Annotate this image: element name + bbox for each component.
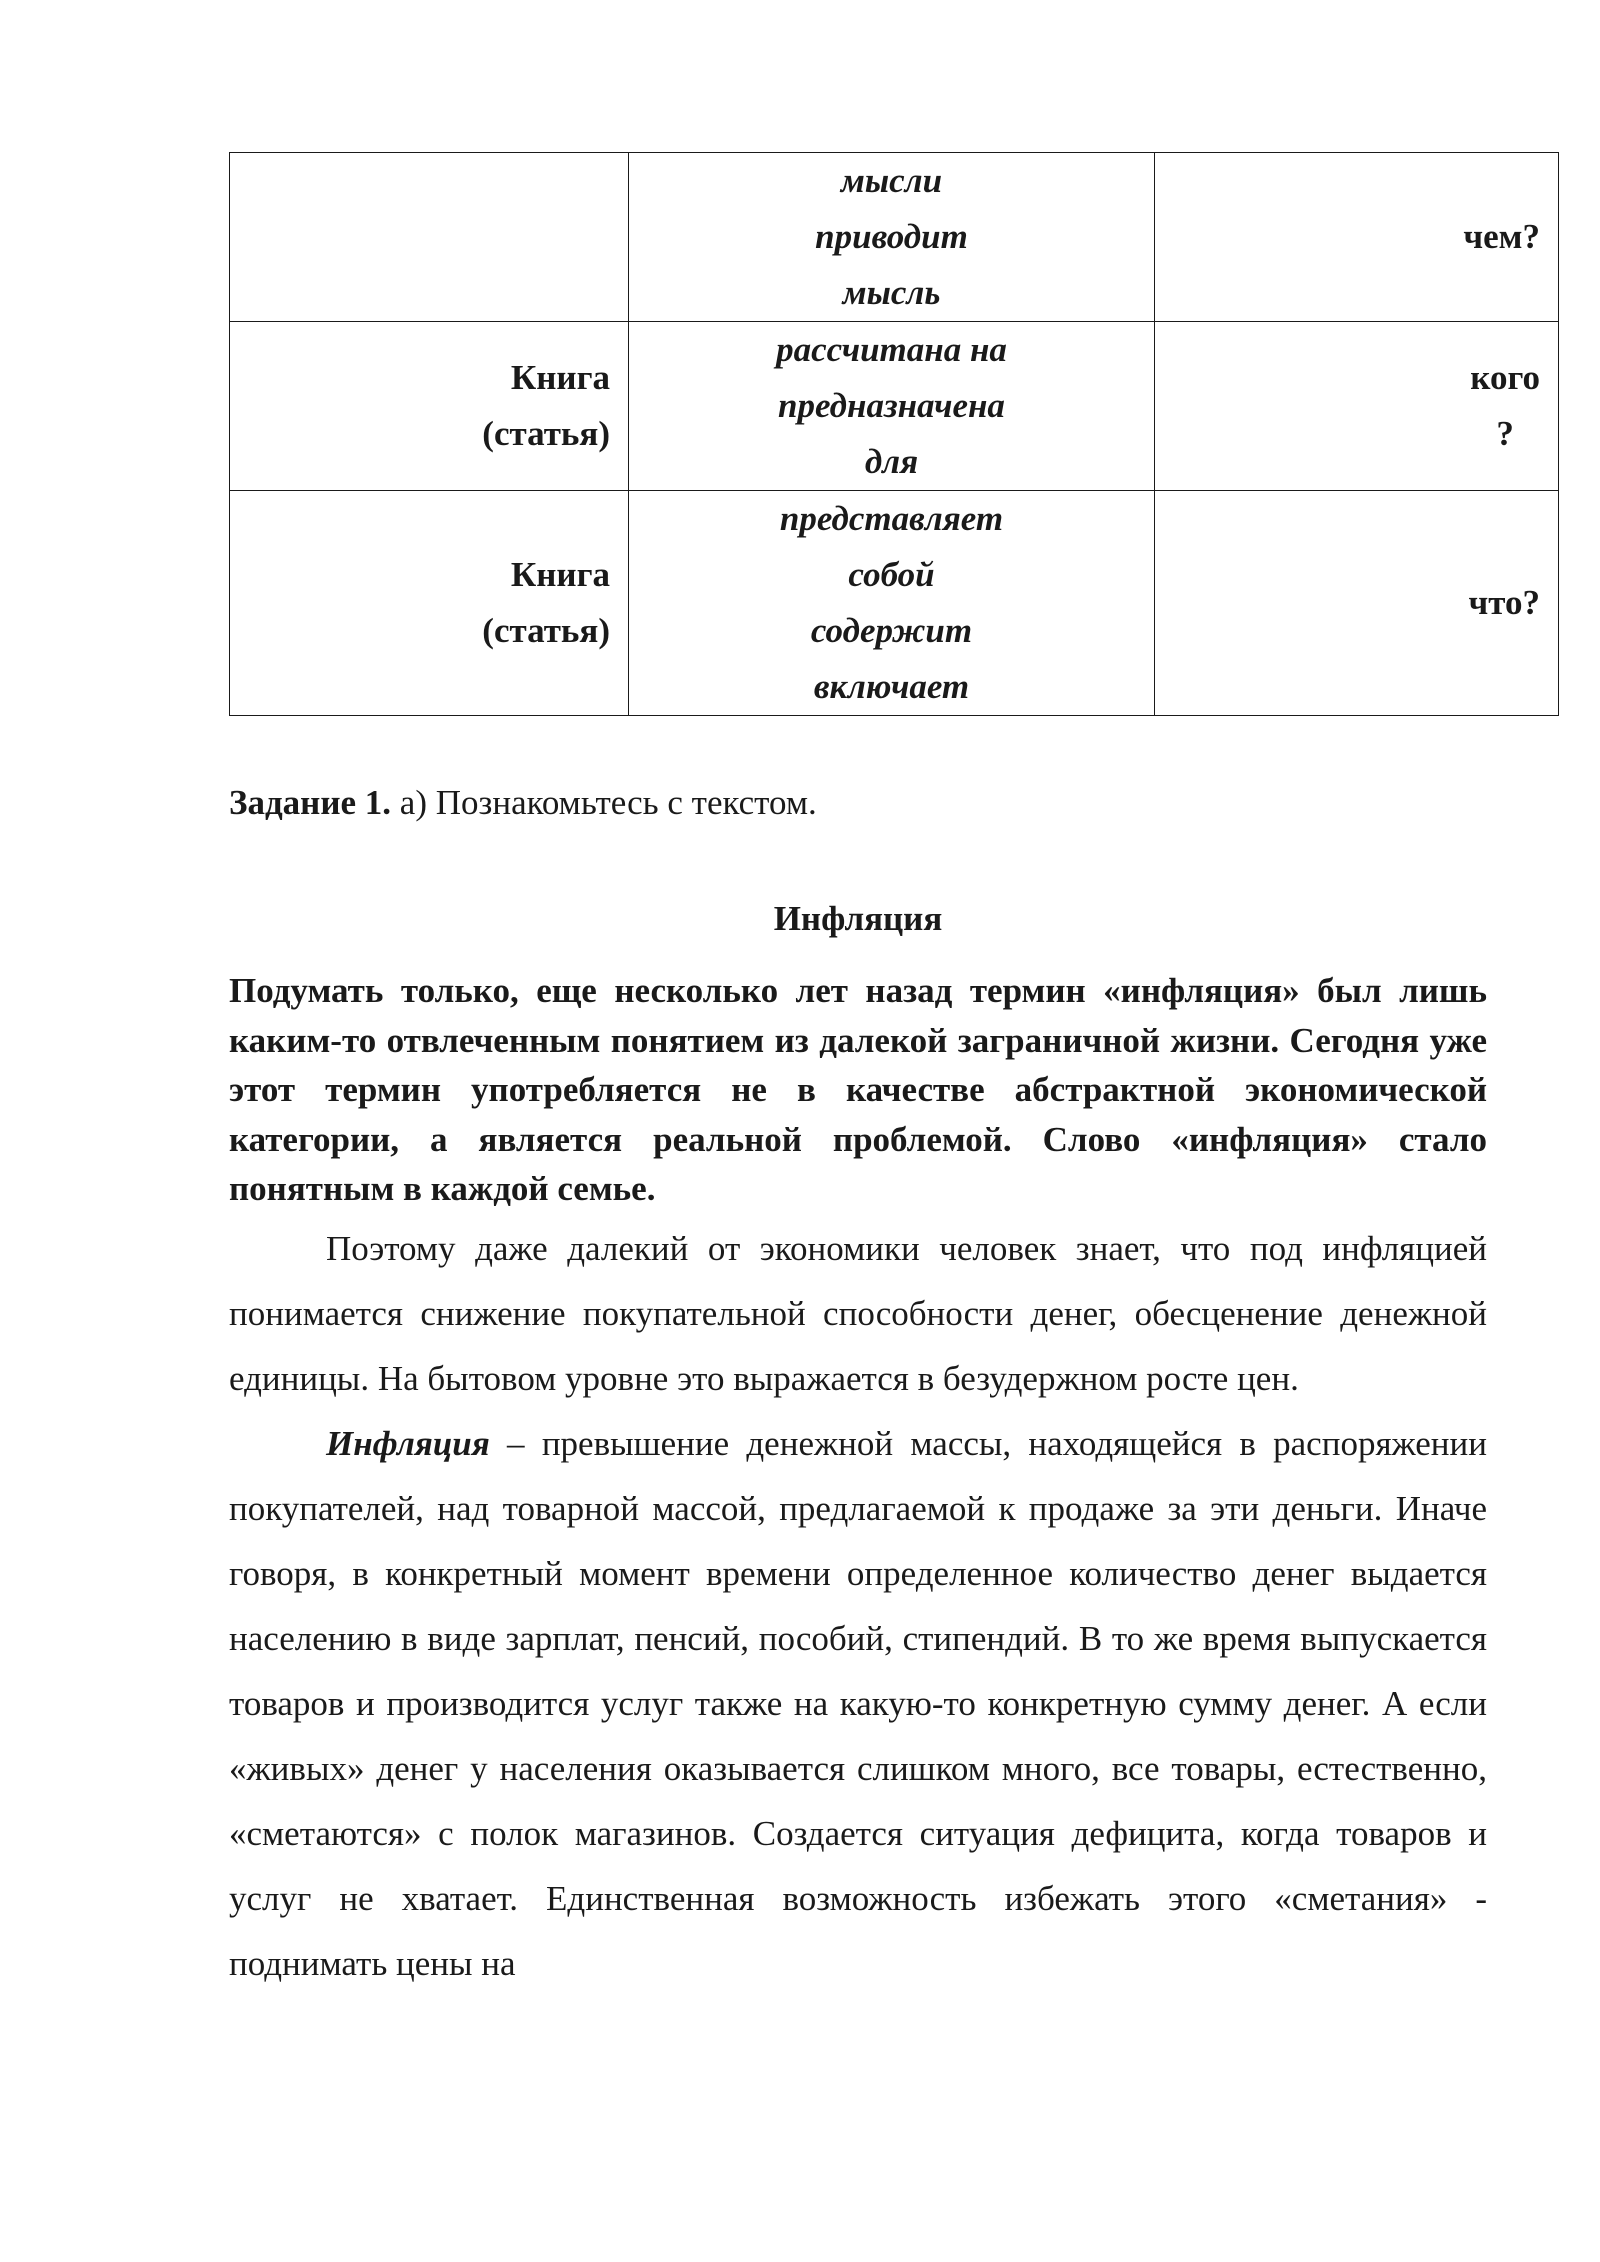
question-mark: ? bbox=[1496, 414, 1514, 453]
question-word: чем? bbox=[1463, 217, 1540, 256]
task-heading bbox=[229, 780, 1487, 826]
subject-cell bbox=[230, 491, 629, 716]
subject-word: Книга bbox=[510, 358, 610, 397]
verb-phrase: рассчитана на bbox=[776, 330, 1007, 369]
verb-phrase: собой bbox=[848, 555, 935, 594]
subject-cell bbox=[230, 153, 629, 322]
verb-phrase: мысли bbox=[840, 161, 943, 200]
table-row bbox=[230, 153, 1559, 322]
question-word: что? bbox=[1468, 583, 1540, 622]
question-cell bbox=[1155, 322, 1559, 491]
verb-phrase: мысль bbox=[842, 273, 941, 312]
verbs-cell bbox=[629, 153, 1155, 322]
article-intro: Подумать только, еще несколько лет назад термин «инфляция» был лишь каким-то отвлеченным понятием из далекой заграничной жизни. Сегодня уже этот термин употребляется не в качестве абстрактной экономической категории, а является реальной проблемой. Слово «инфляция» стало понятным в каждой семье. bbox=[229, 971, 1487, 1208]
verb-phrase: приводит bbox=[815, 217, 968, 256]
verb-phrase: предназначена bbox=[778, 386, 1005, 425]
phrases-table bbox=[229, 152, 1559, 716]
question-cell bbox=[1155, 153, 1559, 322]
question-cell bbox=[1155, 491, 1559, 716]
verb-phrase: представляет bbox=[779, 499, 1004, 538]
task-label: Задание 1. bbox=[229, 783, 392, 822]
verb-phrase: включает bbox=[813, 667, 970, 706]
verb-phrase: содержит bbox=[810, 611, 973, 650]
document-page bbox=[229, 152, 1540, 1996]
defined-term: Инфляция bbox=[326, 1423, 490, 1463]
question-word bbox=[1470, 350, 1540, 462]
verbs-cell bbox=[629, 322, 1155, 491]
article-title: Инфляция bbox=[773, 899, 943, 938]
subject-note: (статья) bbox=[482, 414, 610, 453]
task-text: а) Познакомьтесь с текстом. bbox=[391, 783, 817, 822]
question-word-part: кого bbox=[1470, 358, 1540, 397]
article-paragraph: Поэтому даже далекий от экономики человек знает, что под инфляцией понимается снижение покупательной способности денег, обесценение денежной единицы. На бытовом уровне это выражается в безудержном росте цен. bbox=[229, 1228, 1487, 1398]
article-paragraph bbox=[229, 1411, 1487, 1996]
verb-phrase: для bbox=[864, 442, 919, 481]
definition-text: – превышение денежной массы, находящейся в распоряжении покупателей, над товарной массой, предлагаемой к продаже за эти деньги. Иначе говоря, в конкретный момент времени определенное количество денег выдается населению в виде зарплат, пенсий, пособий, стипендий. В то же время выпускается товаров и производится услуг также на какую-то конкретную сумму денег. А если «живых» денег у населения оказывается слишком много, все товары, естественно, «сметаются» с полок магазинов. Создается ситуация дефицита, когда товаров и услуг не хватает. Единственная возможность избежать этого «сметания» - поднимать цены на bbox=[229, 1423, 1487, 1983]
subject-word: Книга bbox=[510, 555, 610, 594]
subject-cell bbox=[230, 322, 629, 491]
subject-note: (статья) bbox=[482, 611, 610, 650]
table-row bbox=[230, 322, 1559, 491]
table-row bbox=[230, 491, 1559, 716]
verbs-cell bbox=[629, 491, 1155, 716]
